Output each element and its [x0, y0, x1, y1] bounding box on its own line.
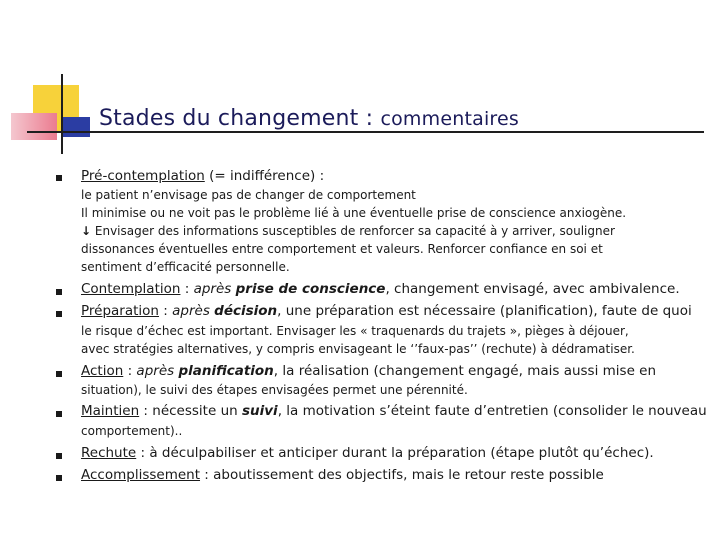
list-item-maintien	[81, 402, 707, 421]
list-item-action	[81, 362, 656, 381]
item-text: , changement envisagé, avec ambivalence.	[385, 281, 680, 297]
item-sep: :	[180, 281, 194, 297]
item-emphasis: suivi	[241, 403, 278, 419]
bullet-marker	[56, 475, 62, 481]
item-text: , une préparation est nécessaire (planification), faute de quoi	[277, 303, 692, 319]
item-term: Action	[81, 363, 124, 379]
item-line: le risque d’échec est important. Envisager les « traquenards du trajets », pièges à déjouer,	[81, 324, 629, 338]
item-line: situation), le suivi des étapes envisagées permet une pérennité.	[81, 383, 468, 397]
item-term: Préparation	[81, 303, 159, 319]
list-item-precontemplation	[81, 167, 324, 186]
item-term: Accomplissement	[81, 467, 201, 483]
title-sub: commentaires	[380, 108, 520, 130]
title-main: Stades du changement :	[99, 106, 374, 131]
bullet-marker	[56, 371, 62, 377]
list-item-accomplissement	[81, 466, 604, 485]
item-text: : à déculpabiliser et anticiper durant la préparation (étape plutôt qu’échec).	[136, 445, 654, 461]
bullet-marker	[56, 411, 62, 417]
item-term: Maintien	[81, 403, 140, 419]
bullet-marker	[56, 311, 62, 317]
item-term: Pré-contemplation	[81, 168, 205, 184]
item-sep: :	[159, 303, 173, 319]
list-item-preparation	[81, 302, 692, 321]
item-line: avec stratégies alternatives, y compris envisageant le ‘’faux-pas’’ (rechute) à dédramatiser.	[81, 342, 635, 356]
arrow-down-icon: ↓	[81, 224, 92, 238]
item-italic: après	[172, 303, 215, 319]
item-text: (= indifférence) :	[204, 168, 325, 184]
list-item-rechute	[81, 444, 654, 463]
item-text: : nécessite un	[139, 403, 242, 419]
item-text: , la motivation s’éteint faute d’entretien (consolider le nouveau	[277, 403, 707, 419]
item-text: , la réalisation (changement engagé, mais aussi mise en	[273, 363, 657, 379]
item-italic: après	[193, 281, 236, 297]
item-line: sentiment d’efficacité personnelle.	[81, 260, 290, 274]
item-emphasis: décision	[214, 303, 278, 319]
item-text: : aboutissement des objectifs, mais le retour reste possible	[200, 467, 604, 483]
item-text: Envisager des informations susceptibles de renforcer sa capacité à y arriver, souligner	[94, 224, 615, 238]
item-line: le patient n’envisage pas de changer de comportement	[81, 188, 416, 202]
item-emphasis: planification	[178, 363, 274, 379]
bullet-marker	[56, 453, 62, 459]
bullet-marker	[56, 175, 62, 181]
item-emphasis: prise de conscience	[235, 281, 386, 297]
item-line	[81, 222, 615, 241]
item-line: dissonances éventuelles entre comportement et valeurs. Renforcer confiance en soi et	[81, 242, 603, 256]
item-line: Il minimise ou ne voit pas le problème lié à une éventuelle prise de conscience anxiogène.	[81, 206, 627, 220]
list-item-contemplation	[81, 280, 680, 299]
item-term: Rechute	[81, 445, 137, 461]
bullet-marker	[56, 289, 62, 295]
item-italic: après	[136, 363, 179, 379]
item-sep: :	[123, 363, 137, 379]
item-term: Contemplation	[81, 281, 181, 297]
item-line: comportement)..	[81, 424, 183, 438]
